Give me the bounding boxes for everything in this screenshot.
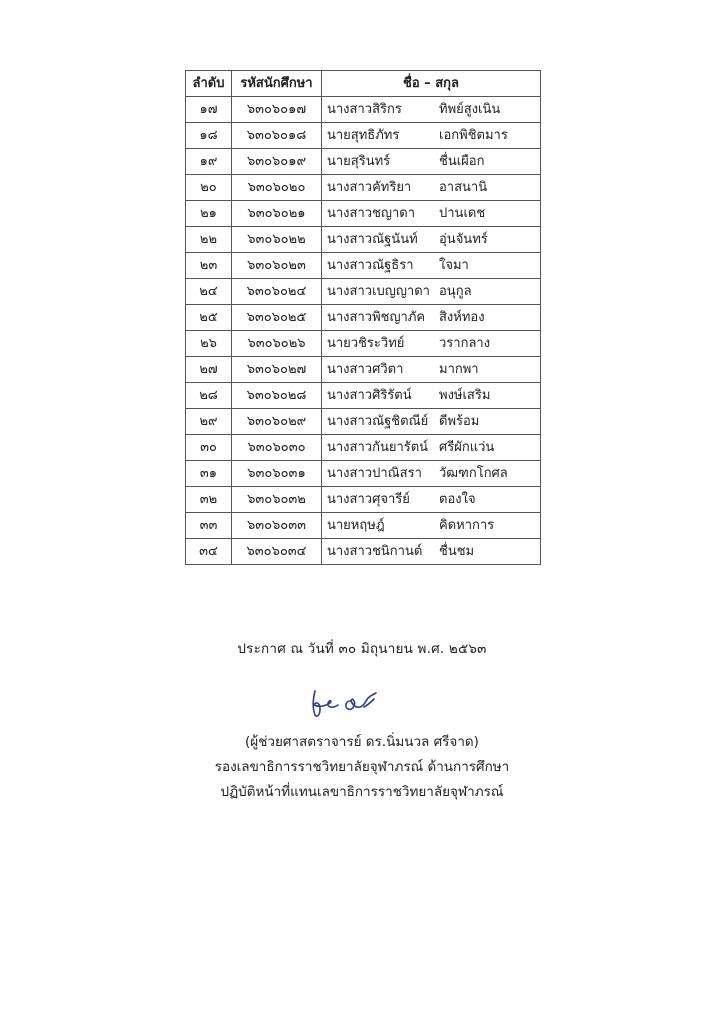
table-row bbox=[186, 357, 541, 383]
first-name: นางสาวชนิกานต์ bbox=[327, 544, 423, 559]
last-name: สิงห์ทอง bbox=[439, 310, 485, 325]
row-number: ๒๐ bbox=[186, 175, 232, 201]
row-number: ๓๑ bbox=[186, 461, 232, 487]
first-name: นางสาวกันยารัตน์ bbox=[327, 440, 429, 455]
header-student-id: รหัสนักศึกษา bbox=[232, 71, 322, 97]
student-id: ๖๓๐๖๐๒๑ bbox=[232, 201, 322, 227]
row-number: ๒๘ bbox=[186, 383, 232, 409]
student-id: ๖๓๐๖๐๒๖ bbox=[232, 331, 322, 357]
row-number: ๓๓ bbox=[186, 513, 232, 539]
last-name: วรากลาง bbox=[439, 336, 491, 351]
first-name: นางสาวสิริกร bbox=[327, 102, 402, 117]
table-header-row bbox=[186, 71, 541, 97]
last-name: วัฒฑกโกศล bbox=[439, 466, 508, 481]
student-name bbox=[322, 305, 541, 331]
student-name bbox=[322, 253, 541, 279]
handwritten-signature bbox=[306, 685, 386, 721]
header-no: ลำดับ bbox=[186, 71, 232, 97]
student-name bbox=[322, 149, 541, 175]
row-number: ๑๘ bbox=[186, 123, 232, 149]
first-name: นางสาวศวิตา bbox=[327, 362, 404, 377]
signer-name: (ผู้ช่วยศาสตราจารย์ ดร.นิ่มนวล ศรีจาด) bbox=[245, 734, 479, 750]
row-number: ๑๗ bbox=[186, 97, 232, 123]
student-name bbox=[322, 487, 541, 513]
last-name: ใจมา bbox=[439, 258, 469, 273]
table-row bbox=[186, 513, 541, 539]
student-id: ๖๓๐๖๐๓๓ bbox=[232, 513, 322, 539]
first-name: นางสาวชญาดา bbox=[327, 206, 416, 221]
last-name: อาสนานิ bbox=[439, 180, 488, 195]
row-number: ๒๗ bbox=[186, 357, 232, 383]
row-number: ๒๒ bbox=[186, 227, 232, 253]
row-number: ๒๔ bbox=[186, 279, 232, 305]
row-number: ๓๐ bbox=[186, 435, 232, 461]
student-id: ๖๓๐๖๐๒๒ bbox=[232, 227, 322, 253]
student-id: ๖๓๐๖๐๒๗ bbox=[232, 357, 322, 383]
table-row bbox=[186, 123, 541, 149]
table-row bbox=[186, 279, 541, 305]
row-number: ๒๕ bbox=[186, 305, 232, 331]
last-name: พงษ์เสริม bbox=[439, 388, 491, 403]
student-id: ๖๓๐๖๐๒๙ bbox=[232, 409, 322, 435]
row-number: ๑๙ bbox=[186, 149, 232, 175]
student-name bbox=[322, 539, 541, 565]
student-id: ๖๓๐๖๐๒๐ bbox=[232, 175, 322, 201]
first-name: นางสาวปาณิสรา bbox=[327, 466, 422, 481]
last-name: ดีพร้อม bbox=[439, 414, 480, 429]
student-name bbox=[322, 175, 541, 201]
student-id: ๖๓๐๖๐๒๔ bbox=[232, 279, 322, 305]
table-row bbox=[186, 409, 541, 435]
table-row bbox=[186, 227, 541, 253]
student-name bbox=[322, 461, 541, 487]
first-name: นางสาวศุจารีย์ bbox=[327, 492, 410, 507]
student-id: ๖๓๐๖๐๓๔ bbox=[232, 539, 322, 565]
first-name: นางสาวณัฐธิรา bbox=[327, 258, 414, 273]
last-name: เอกพิชิตมาร bbox=[439, 128, 508, 143]
student-name bbox=[322, 123, 541, 149]
student-name bbox=[322, 513, 541, 539]
last-name: ชื่นชม bbox=[439, 544, 475, 559]
last-name: คิดหาการ bbox=[439, 518, 495, 533]
row-number: ๒๑ bbox=[186, 201, 232, 227]
last-name: อุ่นจันทร์ bbox=[439, 232, 488, 247]
student-name bbox=[322, 331, 541, 357]
table-row bbox=[186, 97, 541, 123]
row-number: ๓๔ bbox=[186, 539, 232, 565]
table-row bbox=[186, 383, 541, 409]
row-number: ๒๙ bbox=[186, 409, 232, 435]
student-id: ๖๓๐๖๐๑๙ bbox=[232, 149, 322, 175]
signer-position-line2: ปฏิบัติหน้าที่แทนเลขาธิการราชวิทยาลัยจุฬาภรณ์ bbox=[220, 784, 504, 800]
student-name bbox=[322, 97, 541, 123]
student-id: ๖๓๐๖๐๓๐ bbox=[232, 435, 322, 461]
table-row bbox=[186, 149, 541, 175]
header-name: ชื่อ – สกุล bbox=[322, 71, 541, 97]
table-row bbox=[186, 175, 541, 201]
student-name bbox=[322, 201, 541, 227]
last-name: ปานเดช bbox=[439, 206, 486, 221]
table-row bbox=[186, 435, 541, 461]
table-row bbox=[186, 461, 541, 487]
table-row bbox=[186, 253, 541, 279]
last-name: ชื่นเผือก bbox=[439, 154, 485, 169]
student-name bbox=[322, 435, 541, 461]
first-name: นายสุทธิภัทร bbox=[327, 128, 400, 143]
last-name: ทิพย์สูงเนิน bbox=[439, 102, 501, 117]
last-name: มากพา bbox=[439, 362, 479, 377]
first-name: นางสาวพิชญาภัค bbox=[327, 310, 426, 325]
student-id: ๖๓๐๖๐๓๑ bbox=[232, 461, 322, 487]
row-number: ๒๓ bbox=[186, 253, 232, 279]
student-id: ๖๓๐๖๐๓๒ bbox=[232, 487, 322, 513]
first-name: นางสาวณัฐชิตณีย์ bbox=[327, 414, 429, 429]
first-name: นางสาวคัทริยา bbox=[327, 180, 412, 195]
row-number: ๒๖ bbox=[186, 331, 232, 357]
first-name: นางสาวเบญญาดา bbox=[327, 284, 430, 299]
table-row bbox=[186, 305, 541, 331]
student-id: ๖๓๐๖๐๒๓ bbox=[232, 253, 322, 279]
student-name bbox=[322, 383, 541, 409]
first-name: นางสาวณัฐนันท์ bbox=[327, 232, 418, 247]
table-row bbox=[186, 201, 541, 227]
student-id: ๖๓๐๖๐๒๕ bbox=[232, 305, 322, 331]
table-row bbox=[186, 331, 541, 357]
last-name: อนุกูล bbox=[439, 284, 472, 299]
student-id: ๖๓๐๖๐๑๗ bbox=[232, 97, 322, 123]
first-name: นายหฤษฎ์ bbox=[327, 518, 385, 533]
table-row bbox=[186, 487, 541, 513]
student-name bbox=[322, 409, 541, 435]
first-name: นายสุรินทร์ bbox=[327, 154, 391, 169]
student-id: ๖๓๐๖๐๒๘ bbox=[232, 383, 322, 409]
student-name bbox=[322, 279, 541, 305]
table-body bbox=[186, 97, 541, 565]
first-name: นางสาวศิริรัตน์ bbox=[327, 388, 412, 403]
signer-position-line1: รองเลขาธิการราชวิทยาลัยจุฬาภรณ์ ด้านการศึกษา bbox=[214, 759, 510, 775]
table-row bbox=[186, 539, 541, 565]
student-list-table bbox=[185, 70, 541, 565]
student-id: ๖๓๐๖๐๑๘ bbox=[232, 123, 322, 149]
last-name: ตองใจ bbox=[439, 492, 476, 507]
announcement-date: ประกาศ ณ วันที่ ๓๐ มิถุนายน พ.ศ. ๒๕๖๓ bbox=[237, 641, 487, 657]
row-number: ๓๒ bbox=[186, 487, 232, 513]
student-name bbox=[322, 357, 541, 383]
student-name bbox=[322, 227, 541, 253]
first-name: นายวชิระวิทย์ bbox=[327, 336, 405, 351]
last-name: ศรีผักแว่น bbox=[439, 440, 495, 455]
